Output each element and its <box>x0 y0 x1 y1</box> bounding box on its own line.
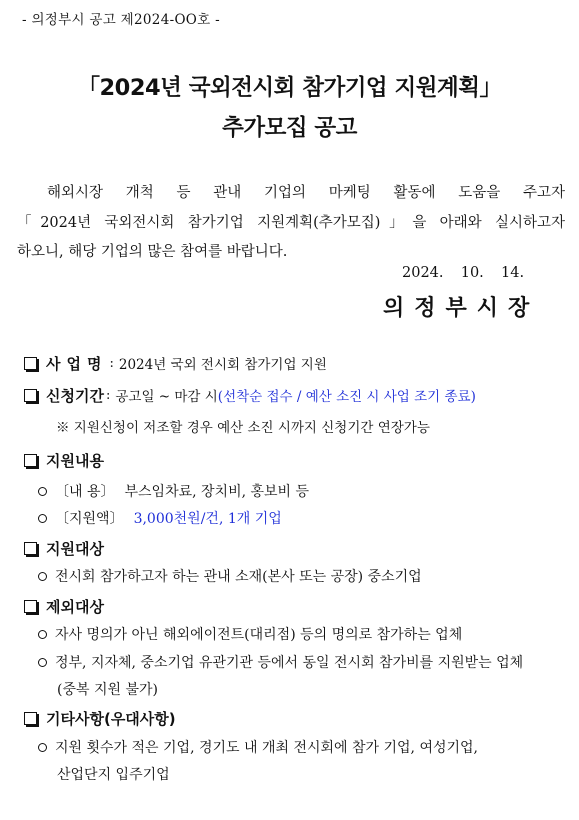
item-text: 자사 명의가 아닌 해외에이전트(대리점) 등의 명의로 참가하는 업체 <box>55 627 463 643</box>
item-continuation: 산업단지 입주기업 <box>57 767 170 783</box>
checkbox-square-icon <box>24 389 37 402</box>
section-text: 공고일 ~ 마감 시 <box>115 389 218 405</box>
section-project <box>24 352 327 374</box>
intro-line-2: 「2024년 국외전시회 참가기업 지원계획(추가모집)」을 아래와 실시하고자 <box>17 215 565 231</box>
notice-date: 2024. 10. 14. <box>402 265 525 281</box>
section-highlight-text: (선착순 접수 / 예산 소진 시 사업 조기 종료) <box>217 389 476 405</box>
list-item <box>38 652 523 672</box>
list-item <box>38 737 478 757</box>
section-heading: 제외대상 <box>46 597 104 616</box>
circle-bullet-icon <box>38 487 47 496</box>
circle-bullet-icon <box>38 572 47 581</box>
intro-line-1: 해외시장 개척 등 관내 기업의 마케팅 활동에 도움을 주고자 <box>47 185 565 201</box>
checkbox-square-icon <box>24 542 37 555</box>
checkbox-square-icon <box>24 454 37 467</box>
circle-bullet-icon <box>38 743 47 752</box>
item-text-highlight: 3,000천원/건, 1개 기업 <box>133 511 282 527</box>
list-item <box>38 624 462 644</box>
section-exclusion <box>24 595 104 617</box>
circle-bullet-icon <box>38 514 47 523</box>
circle-bullet-icon <box>38 658 47 667</box>
section-other <box>24 707 176 729</box>
section-heading: 지원대상 <box>46 539 104 558</box>
section-heading: 기타사항(우대사항) <box>46 709 176 728</box>
period-note: ※ 지원신청이 저조할 경우 예산 소진 시까지 신청기간 연장가능 <box>56 420 430 436</box>
item-label: 〔지원액〕 <box>55 511 124 527</box>
notice-number: - 의정부시 공고 제2024-OO호 - <box>22 12 220 28</box>
separator: : <box>109 355 114 371</box>
separator: : <box>105 387 111 403</box>
signer: 의정부시장 <box>383 296 540 321</box>
section-heading: 지원내용 <box>46 451 104 470</box>
checkbox-square-icon <box>24 357 37 370</box>
item-label: 〔내 용〕 <box>55 484 115 500</box>
item-text: 지원 횟수가 적은 기업, 경기도 내 개최 전시회에 참가 기업, 여성기업, <box>55 740 478 756</box>
list-item <box>38 508 282 528</box>
list-item <box>38 566 422 586</box>
section-heading: 신청기간 <box>46 386 104 405</box>
checkbox-square-icon <box>24 712 37 725</box>
page-subtitle: 추가모집 공고 <box>222 115 357 141</box>
intro-line-3: 하오니, 해당 기업의 많은 참여를 바랍니다. <box>17 244 288 260</box>
section-period <box>24 384 476 406</box>
circle-bullet-icon <box>38 630 47 639</box>
section-heading: 사업명 <box>46 354 108 373</box>
item-continuation: (중복 지원 불가) <box>57 682 158 698</box>
section-text: 2024년 국외 전시회 참가기업 지원 <box>118 357 327 373</box>
section-target <box>24 537 104 559</box>
item-text: 정부, 지자체, 중소기업 유관기관 등에서 동일 전시회 참가비를 지원받는 업체 <box>55 655 524 671</box>
item-text: 전시회 참가하고자 하는 관내 소재(본사 또는 공장) 중소기업 <box>55 569 422 585</box>
checkbox-square-icon <box>24 600 37 613</box>
page-title: 「2024년 국외전시회 참가기업 지원계획」 <box>77 75 502 101</box>
list-item <box>38 481 309 501</box>
section-support <box>24 449 104 471</box>
item-text: 부스임차료, 장치비, 홍보비 등 <box>124 484 310 500</box>
